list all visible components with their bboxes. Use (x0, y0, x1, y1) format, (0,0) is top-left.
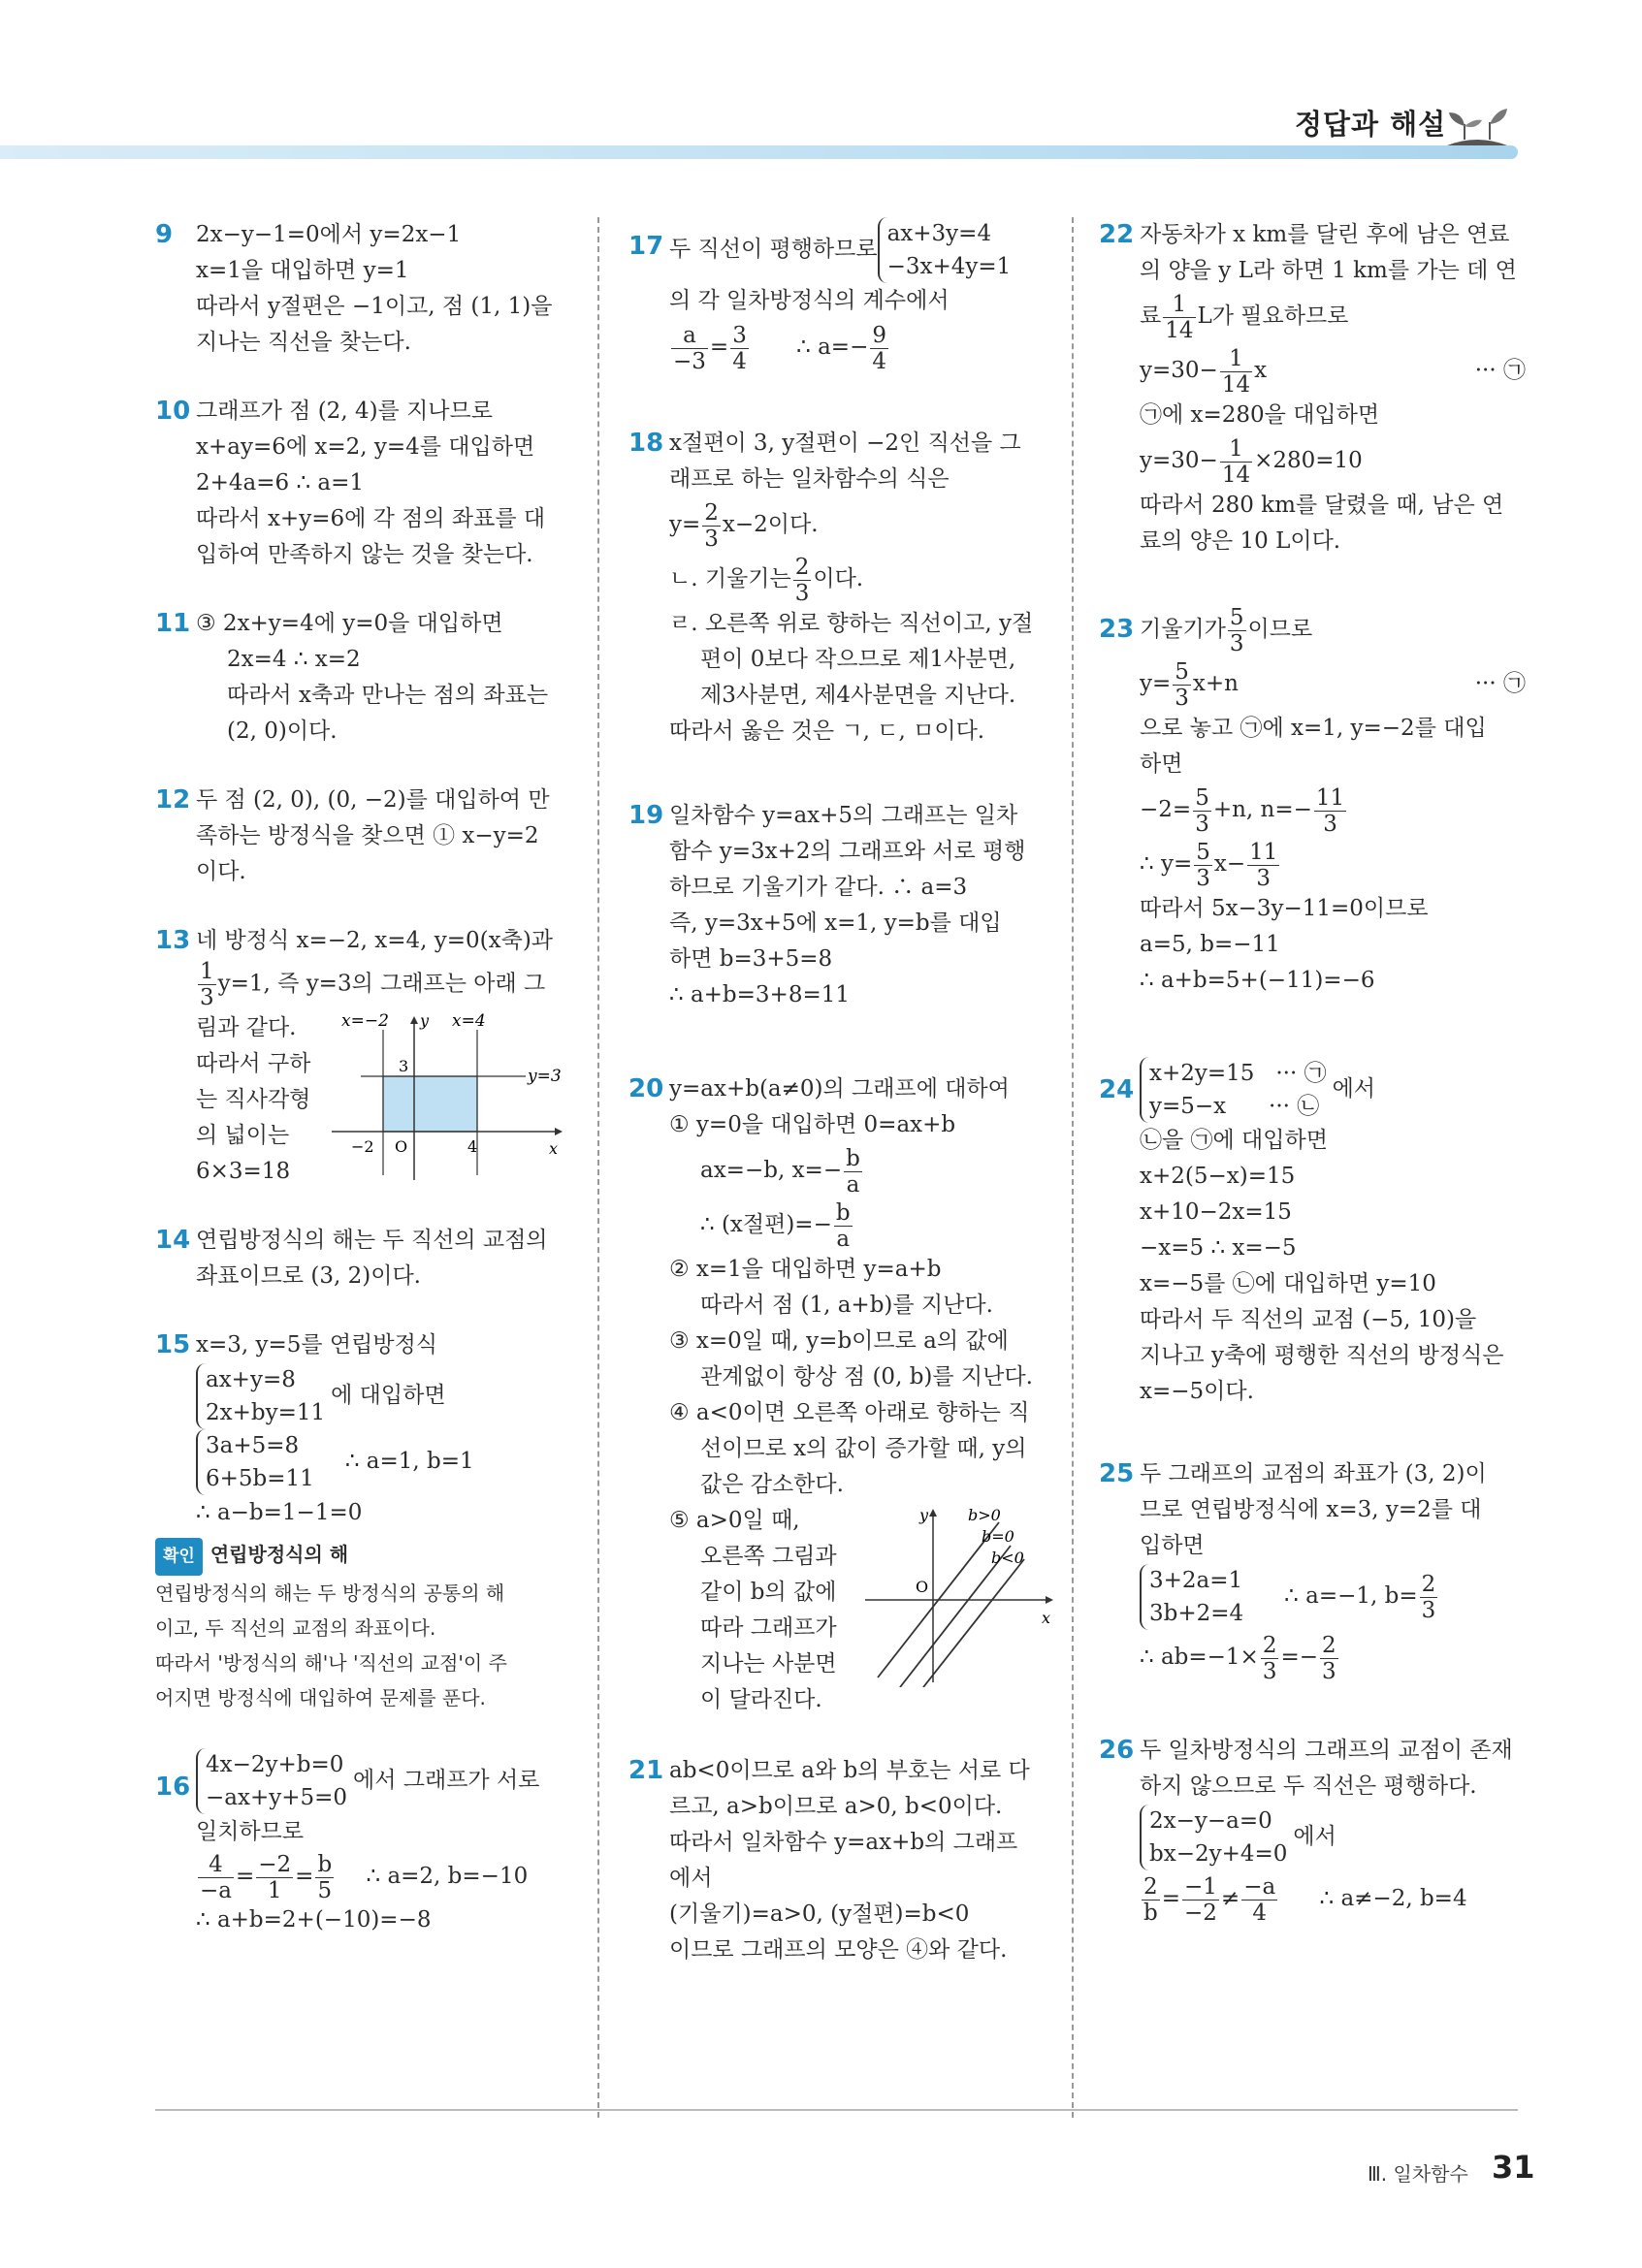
graph-label-x: x (1042, 1609, 1051, 1627)
fraction: $\frac{5}{3}$ (1195, 784, 1209, 837)
column-1 (155, 217, 582, 1938)
fraction: $\frac{1}{14}$ (1165, 291, 1194, 343)
fraction: $\frac{2}{3}$ (794, 554, 810, 606)
equation-marker: ··· ㉠ (1474, 671, 1526, 696)
fraction: $\frac{2}{b}$ (1143, 1873, 1158, 1926)
fraction: $\frac{-2}{1}$ (258, 1851, 292, 1903)
problem-15: 15 x=3, y=5를 연립방정식 ax+y=8 2x+by=11 에 대입하면 3a+5=8 6+5b=11 ∴ a=1, b=1 ∴ a−b=1−1=0 확인 연립방정식의 해 연립방정식의 해는 두 방정식의 공통의 해 이고, 두 직선의 교점의 좌표이다. 따라서 '방정식의 해'나 '직선의 교점'이 주 어지면 방정식에 대입하여 문제를 푼다. (155, 1327, 582, 1715)
graph-label-x-neg2: x=−2 (341, 1011, 389, 1031)
parallel-lines-graph (863, 1503, 1057, 1687)
problem-13: 13 네 방정식 x=−2, x=4, y=0(x축)과 $\frac{1}{3}$ y=1, 즉 y=3의 그래프는 아래 그 림과 같다. 따라서 구하 는 직사각형 의 넓이는 6×3=18 x=−2 x=4 y y=3 3 −2 O 4 x (155, 923, 582, 1190)
graph-label-x: x (549, 1139, 559, 1158)
graph-origin: O (395, 1137, 408, 1156)
problem-21: 21 ab<0이므로 a와 b의 부호는 서로 다 르고, a>b이므로 a>0, b<0이다. 따라서 일차함수 y=ax+b의 그래프 에서 (기울기)=a>0, (y절편)=b<0 이므로 그래프의 모양은 ④와 같다. (628, 1756, 1030, 1963)
fraction: $\frac{b}{a}$ (835, 1199, 851, 1252)
fraction: $\frac{2}{3}$ (1322, 1632, 1336, 1684)
graph-label-y3: y=3 (528, 1067, 562, 1086)
sprout-icon (1437, 97, 1517, 151)
problem-23: 23 기울기가 $\frac{5}{3}$ 이므로 y= $\frac{5}{3}$ x+n ··· ㉠ 으로 놓고 ㉠에 x=1, y=−2를 대입 하면 −2= $\frac{5}{3}$ +n, n=− $\frac{11}{3}$ ∴ y= $\frac{5}{3}$ x− $\frac{11}{3}$ 따라서 5x−3y−11=0이므로 a=5, b=−11 ∴ a+b=5+(−11)=−6 (1099, 604, 1526, 993)
problem-12: 12 두 점 (2, 0), (0, −2)를 대입하여 만 족하는 방정식을 찾으면 ① x−y=2 이다. (155, 785, 550, 884)
graph-label-b-neg: b<0 (991, 1549, 1024, 1567)
fraction: $\frac{5}{3}$ (1175, 658, 1189, 711)
fraction: $\frac{b}{5}$ (317, 1851, 333, 1903)
fraction: $\frac{2}{3}$ (1262, 1632, 1277, 1684)
equation-system: ax+3y=4 −3x+4y=1 (878, 217, 1012, 283)
graph-label-y: y (919, 1506, 929, 1524)
equation-marker: ··· ㉠ (1474, 358, 1526, 383)
problem-17: 17 두 직선이 평행하므로 ax+3y=4 −3x+4y=1 의 각 일차방정식의 계수에서 $\frac{a}{-3}$ = $\frac{3}{4}$ ∴ a=− $\frac{9}{4}$ (628, 217, 1047, 375)
graph-label-b-zero: b=0 (982, 1527, 1014, 1546)
problem-24: 24 x+2y=15 ··· ㉠ y=5−x ··· ㉡ 에서 ㉡을 ㉠에 대입하면 x+2(5−x)=15 x+10−2x=15 −x=5 ∴ x=−5 x=−5를 ㉡에 대입하면 y=10 따라서 두 직선의 교점 (−5, 10)을 지나고 y축에 평행한 직선의 방정식은 x=−5이다. (1099, 1057, 1526, 1410)
fraction: $\frac{5}{3}$ (1196, 839, 1210, 891)
equation-system: 2x−y−a=0 bx−2y+4=0 (1140, 1805, 1287, 1870)
header-bar (0, 145, 1518, 159)
fraction: $\frac{1}{3}$ (200, 959, 214, 1010)
fraction: $\frac{a}{-3}$ (673, 322, 706, 374)
graph-tick-4: 4 (467, 1137, 478, 1156)
problem-18: 18 x절편이 3, y절편이 −2인 직선을 그 래프로 하는 일차함수의 식은 y= $\frac{2}{3}$ x−2이다. ㄴ. 기울기는 $\frac{2}{3}$ 이다. ㄹ. 오른쪽 위로 향하는 직선이고, y절 편이 0보다 작으므로 제1사분면, 제3사분면, 제4사분면을 지난다. 따라서 옳은 것은 ㄱ, ㄷ, ㅁ이다. (628, 429, 1034, 744)
fraction: $\frac{11}{3}$ (1249, 839, 1278, 891)
fraction: $\frac{b}{a}$ (846, 1145, 860, 1198)
equation-system: x+2y=15 ··· ㉠ y=5−x ··· ㉡ (1140, 1057, 1327, 1123)
problem-19: 19 일차함수 y=ax+5의 그래프는 일차 함수 y=3x+2의 그래프와 서로 평행 하므로 기울기가 같다. ∴ a=3 즉, y=3x+5에 x=1, y=b를 대입 하면 b=3+5=8 ∴ a+b=3+8=11 (628, 801, 1026, 1007)
graph-origin: O (916, 1578, 929, 1596)
problem-10: 10 그래프가 점 (2, 4)를 지나므로 x+ay=6에 x=2, y=4를 대입하면 2+4a=6 ∴ a=1 따라서 x+y=6에 각 점의 좌표를 대 입하여 만족하지 않는 것을 찾는다. (155, 397, 546, 567)
equation-system: 3a+5=8 6+5b=11 (196, 1429, 314, 1495)
fraction: $\frac{1}{14}$ (1221, 345, 1251, 398)
note-tag: 확인 (155, 1538, 203, 1576)
problem-16: 16 4x−2y+b=0 −ax+y+5=0 에서 그래프가 서로 일치하므로 $\frac{4}{-a}$ = $\frac{-2}{1}$ = $\frac{b}{5}$ ∴ a=2, b=−10 ∴ a+b=2+(−10)=−8 (155, 1748, 582, 1938)
note-box: 확인 연립방정식의 해 연립방정식의 해는 두 방정식의 공통의 해 이고, 두 직선의 교점의 좌표이다. 따라서 '방정식의 해'나 '직선의 교점'이 주 어지면 방정식에 대입하여 문제를 푼다. (155, 1537, 582, 1715)
problem-20: 20 y=ax+b(a≠0)의 그래프에 대하여 ① y=0을 대입하면 0=ax+b ax=−b, x=− $\frac{b}{a}$ ∴ (x절편)=− $\frac{b}{a}$ ② x=1을 대입하면 y=a+b 따라서 점 (1, a+b)를 지난다. ③ x=0일 때, y=b이므로 a의 값에 관계없이 항상 점 (0, b)를 지난다. ④ a<0이면 오른쪽 아래로 향하는 직 선이므로 x의 값이 증가할 때, y의 값은 감소한다. ⑤ a>0일 때, 오른쪽 그림과 같이 b의 값에 따라 그래프가 지나는 사분면 이 달라진다. y x O b>0 b=0 b<0 (628, 1071, 1047, 1718)
footer-divider (155, 2109, 1518, 2111)
equation-system: 4x−2y+b=0 −ax+y+5=0 (196, 1748, 347, 1814)
fraction: $\frac{2}{3}$ (1421, 1571, 1436, 1623)
column-2 (628, 217, 1051, 1968)
problem-26: 26 두 일차방정식의 그래프의 교점이 존재 하지 않으므로 두 직선은 평행하다. 2x−y−a=0 bx−2y+4=0 에서 $\frac{2}{b}$ = $\frac{-1}{-2}$ ≠ $\frac{-a}{4}$ ∴ a≠−2, b=4 (1099, 1736, 1513, 1926)
footer-section: Ⅲ. 일차함수 (1368, 2162, 1468, 2186)
graph-tick-3: 3 (399, 1057, 409, 1075)
fraction: $\frac{2}{3}$ (704, 499, 719, 552)
graph-label-x4: x=4 (452, 1011, 486, 1031)
graph-tick-neg2: −2 (351, 1137, 374, 1156)
fraction: $\frac{5}{3}$ (1229, 604, 1244, 656)
fraction: $\frac{9}{4}$ (872, 322, 886, 374)
fraction: $\frac{-a}{4}$ (1243, 1873, 1276, 1926)
rectangle-graph (332, 1010, 574, 1185)
column-3 (1099, 217, 1526, 1927)
graph-label-b-pos: b>0 (968, 1506, 1001, 1524)
page-number: 31 (1492, 2149, 1535, 2186)
problem-9: 9 2x−y−1=0에서 y=2x−1 x=1을 대입하면 y=1 따라서 y절편은 −1이고, 점 (1, 1)을 지나는 직선을 찾는다. (155, 220, 553, 355)
problem-25: 25 두 그래프의 교점의 좌표가 (3, 2)이 므로 연립방정식에 x=3, y=2를 대 입하면 3+2a=1 3b+2=4 ∴ a=−1, b= $\frac{2}{3}$ ∴ ab=−1× $\frac{2}{3}$ =− $\frac{2}{3}$ (1099, 1459, 1487, 1684)
graph-label-y: y (420, 1011, 430, 1030)
column-divider (1072, 217, 1074, 2118)
problem-22: 22 자동차가 x km를 달린 후에 남은 연료 의 양을 y L라 하면 1 km를 가는 데 연 료 $\frac{1}{14}$ L가 필요하므로 y=30− $\frac{1}{14}$ x ··· ㉠ ㉠에 x=280을 대입하면 y=30− $\frac{1}{14}$ ×280=10 따라서 280 km를 달렸을 때, 남은 연 료의 양은 10 L이다. (1099, 220, 1526, 554)
equation-system: 3+2a=1 3b+2=4 (1140, 1564, 1243, 1630)
problem-14: 14 연립방정식의 해는 두 직선의 교점의 좌표이므로 (3, 2)이다. (155, 1226, 548, 1289)
fraction: $\frac{-1}{-2}$ (1184, 1873, 1217, 1926)
column-divider (597, 217, 599, 2118)
problem-11: 11 ③ 2x+y=4에 y=0을 대입하면 2x=4 ∴ x=2 따라서 x축과 만나는 점의 좌표는 (2, 0)이다. (155, 609, 549, 744)
fraction: $\frac{1}{14}$ (1221, 435, 1251, 488)
header-title: 정답과 해설 (1295, 108, 1447, 141)
fraction: $\frac{11}{3}$ (1315, 784, 1345, 837)
equation-system: ax+y=8 2x+by=11 (196, 1363, 325, 1429)
fraction: $\frac{3}{4}$ (732, 322, 747, 374)
fraction: $\frac{4}{-a}$ (200, 1851, 232, 1903)
